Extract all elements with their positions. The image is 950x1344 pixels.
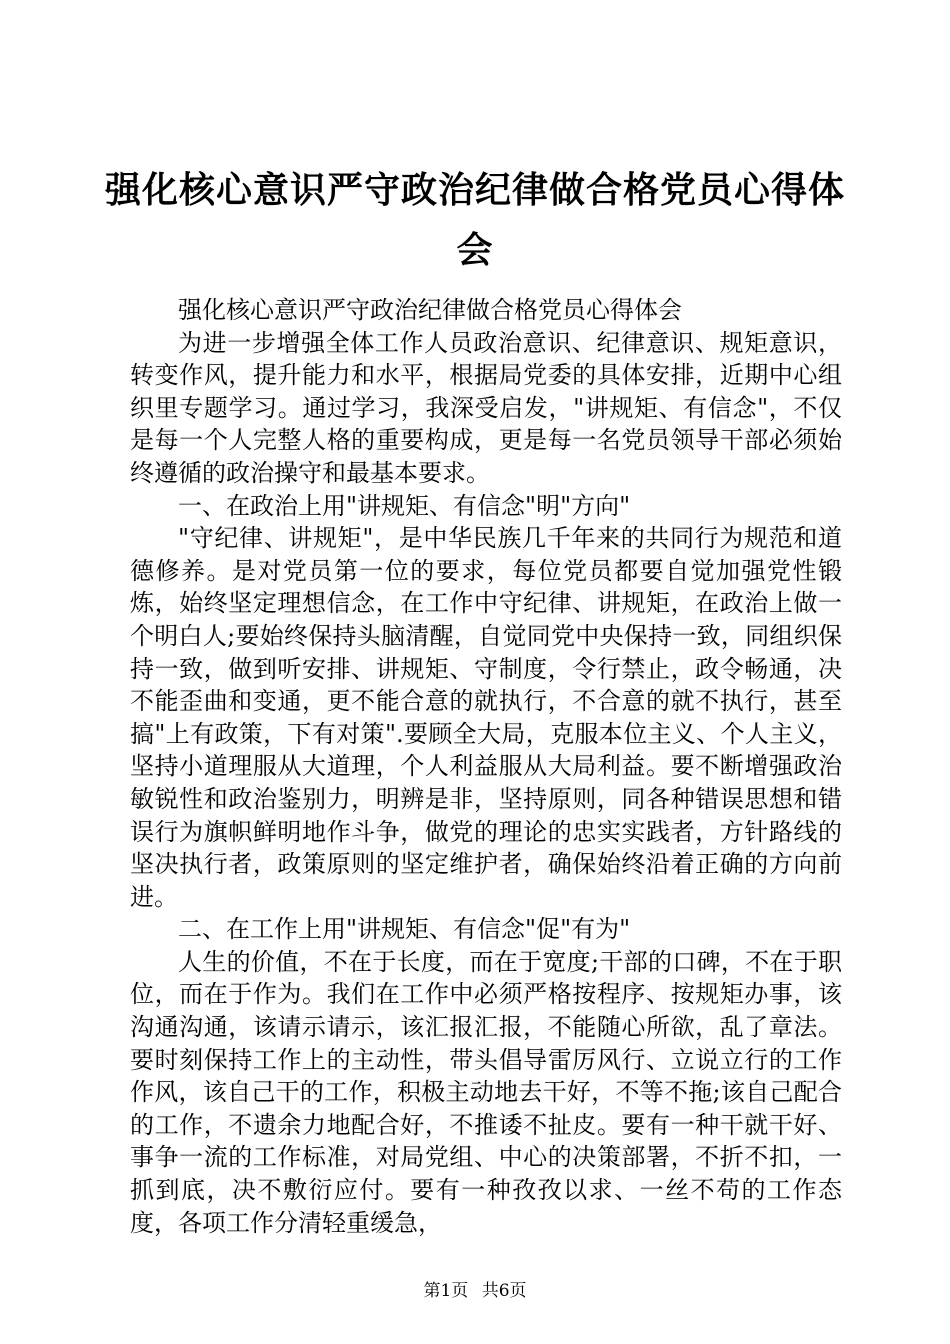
page-total: 共6页 <box>481 1281 527 1301</box>
page-footer <box>0 1280 950 1302</box>
paragraph-section-2: 人生的价值，不在于长度，而在于宽度;干部的口碑，不在于职位，而在于作为。我们在工作中必须严格按程序、按规矩办事，该沟通沟通，该请示请示，该汇报汇报，不能随心所欲，乱了章法。要时刻保持工作上的主动性，带头倡导雷厉风行、立说立行的工作作风，该自己干的工作，积极主动地去干好，不等不拖;该自己配合的工作，不遗余力地配合好，不推诿不扯皮。要有一种干就干好、事争一流的工作标准，对局党组、中心的决策部署，不折不扣，一抓到底，决不敷衍应付。要有一种孜孜以求、一丝不苟的工作态度，各项工作分清轻重缓急， <box>130 947 842 1237</box>
section-heading-2: 二、在工作上用"讲规矩、有信念"促"有为" <box>178 915 631 944</box>
document-title: 强化核心意识严守政治纪律做合格党员心得体会 <box>104 169 845 271</box>
page-number: 第1页 <box>423 1281 469 1301</box>
document-body <box>130 294 842 1239</box>
section-heading-1: 一、在政治上用"讲规矩、有信念"明"方向" <box>178 491 631 520</box>
paragraph-section-1: "守纪律、讲规矩"，是中华民族几千年来的共同行为规范和道德修养。是对党员第一位的要求，每位党员都要自觉加强党性锻炼，始终坚定理想信念，在工作中守纪律、讲规矩，在政治上做一个明白人;要始终保持头脑清醒，自觉同党中央保持一致，同组织保持一致，做到听安排、讲规矩、守制度，令行禁止，政令畅通，决不能歪曲和变通，更不能合意的就执行，不合意的就不执行，甚至搞"上有政策，下有对策".要顾全大局，克服本位主义、个人主义，坚持小道理服从大道理，个人利益服从大局利益。要不断增强政治敏锐性和政治鉴别力，明辨是非，坚持原则，同各种错误思想和错误行为旗帜鲜明地作斗争，做党的理论的忠实实践者，方针路线的坚决执行者，政策原则的坚定维护者，确保始终沿着正确的方向前进。 <box>130 524 842 911</box>
paragraph-intro: 为进一步增强全体工作人员政治意识、纪律意识、规矩意识，转变作风，提升能力和水平，根据局党委的具体安排，近期中心组织里专题学习。通过学习，我深受启发，"讲规矩、有信念"，不仅是每一个人完整人格的重要构成，更是每一名党员领导干部必须始终遵循的政治操守和最基本要求。 <box>130 328 842 487</box>
paragraph-subtitle: 强化核心意识严守政治纪律做合格党员心得体会 <box>178 296 682 324</box>
